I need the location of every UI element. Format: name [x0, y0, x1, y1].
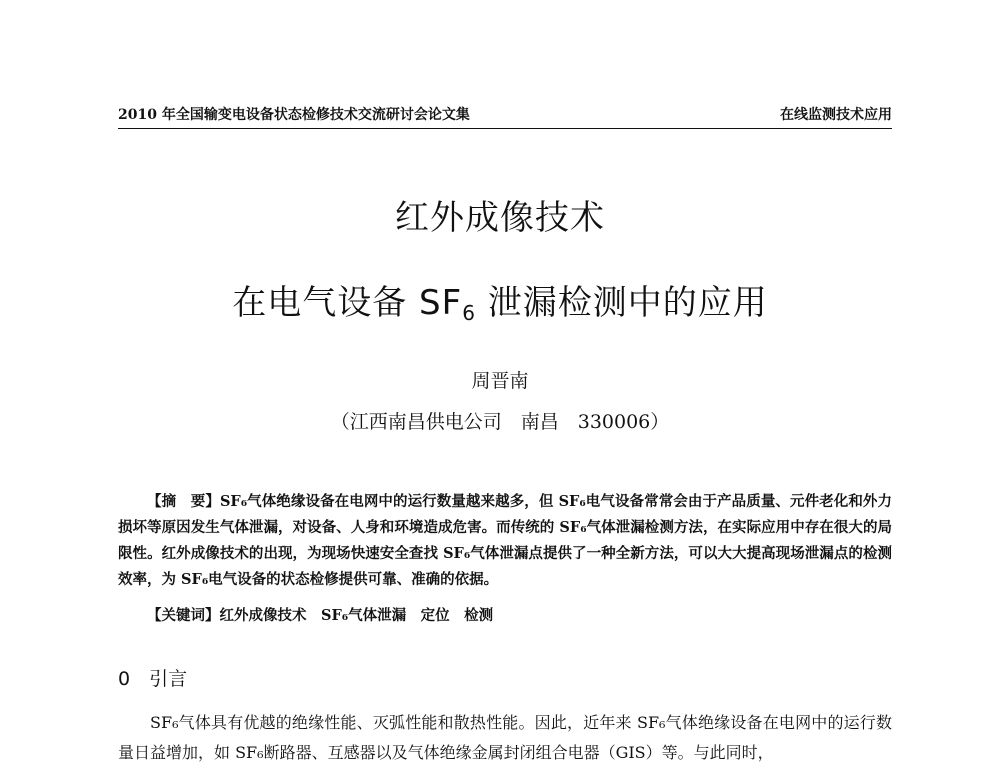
running-head-right: 在线监测技术应用 [780, 107, 892, 123]
abstract [118, 489, 892, 593]
title-line-2-prefix: 在电气设备 SF [232, 283, 463, 323]
section-heading: 0 引言 [118, 668, 188, 690]
author-name: 周晋南 [471, 370, 529, 392]
keywords-label: 【关键词】 [147, 607, 220, 624]
affiliation: （江西南昌供电公司 南昌 330006） [330, 411, 670, 433]
title-line-1: 红外成像技术 [395, 198, 605, 238]
abstract-text: SF₆气体绝缘设备在电网中的运行数量越来越多，但 SF₆电气设备常常会由于产品质量、元件老化和外力损坏等原因发生气体泄漏，对设备、人身和环境造成危害。而传统的 SF₆气体泄漏检测方法，在实际应用中存在很大的局限性。红外成像技术的出现，为现场快速安全查找 SF₆气体泄漏点提供了一种全新方法，可以大大提高现场泄漏点的检测效率，为 SF₆电气设备的状态检修提供可靠、准确的依据。 [118, 493, 893, 588]
title-line-2-suffix: 泄漏检测中的应用 [475, 283, 768, 323]
title-subscript: 6 [462, 301, 476, 325]
keywords [118, 603, 892, 629]
running-head-left: 2010 年全国输变电设备状态检修技术交流研讨会论文集 [118, 107, 470, 123]
title-line-2 [0, 275, 1000, 325]
keywords-text: 红外成像技术 SF₆气体泄漏 定位 检测 [219, 607, 494, 624]
abstract-label: 【摘 要】 [147, 493, 220, 510]
body-paragraph: SF₆气体具有优越的绝缘性能、灭弧性能和散热性能。因此，近年来 SF₆气体绝缘设备在电网中的运行数量日益增加，如 SF₆断路器、互感器以及气体绝缘金属封闭组合电器（GIS）等。与此同时， [118, 713, 892, 762]
running-head [118, 104, 892, 129]
